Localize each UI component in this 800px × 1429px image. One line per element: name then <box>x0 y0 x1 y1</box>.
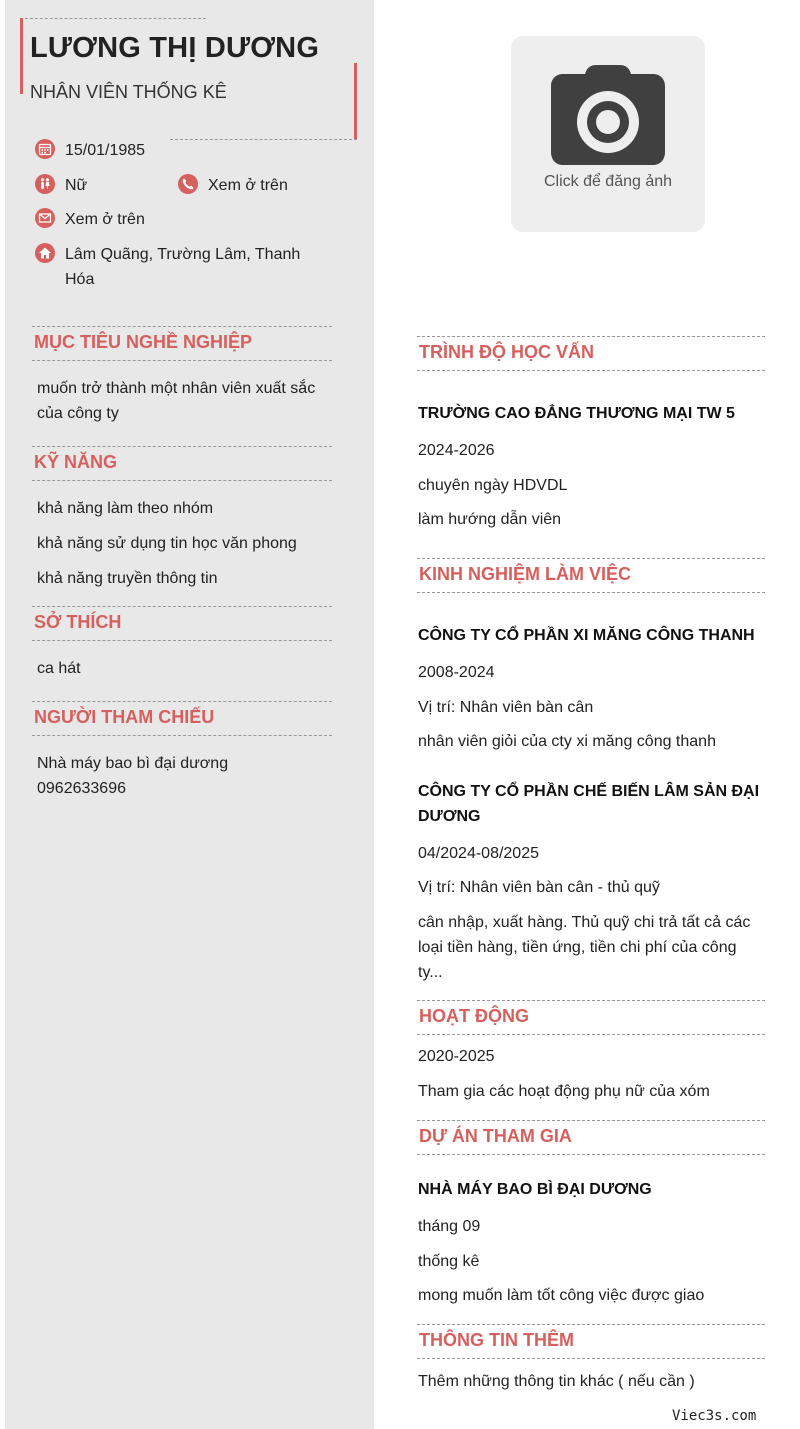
calendar-icon <box>35 139 55 159</box>
project-name[interactable]: NHÀ MÁY BAO BÌ ĐẠI DƯƠNG <box>418 1181 652 1198</box>
section-title: THÔNG TIN THÊM <box>419 1330 574 1350</box>
skill-item[interactable]: khả năng sử dụng tin học văn phong <box>37 535 297 552</box>
phone-value: Xem ở trên <box>208 177 288 194</box>
job-company[interactable]: CÔNG TY CỔ PHẦN CHẾ BIẾN LÂM SẢN ĐẠI DƯƠNG <box>418 783 760 825</box>
objective-heading <box>32 326 332 361</box>
project-role[interactable]: thống kê <box>418 1253 480 1270</box>
contact-address[interactable] <box>35 242 335 292</box>
objective-text[interactable]: muốn trở thành một nhân viên xuất sắc của công ty <box>37 380 316 422</box>
project-period[interactable]: tháng 09 <box>418 1218 481 1235</box>
hobbies-heading <box>32 606 332 641</box>
reference-text[interactable]: Nhà máy bao bì đại dương 0962633696 <box>37 755 229 797</box>
section-title: SỞ THÍCH <box>34 612 122 632</box>
experience-heading <box>417 558 765 593</box>
education-desc[interactable]: làm hướng dẫn viên <box>418 511 562 528</box>
job-desc[interactable]: cân nhập, xuất hàng. Thủ quỹ chi trả tất cả các loại tiền hàng, tiền ứng, tiền chi phí của công ty... <box>418 914 751 981</box>
divider <box>20 18 206 19</box>
school-name[interactable]: TRƯỜNG CAO ĐẲNG THƯƠNG MẠI TW 5 <box>418 405 735 422</box>
full-name[interactable]: LƯƠNG THỊ DƯƠNG <box>30 32 320 64</box>
activity-period[interactable]: 2020-2025 <box>418 1048 495 1065</box>
education-heading <box>417 336 765 371</box>
skill-item[interactable]: khả năng truyền thông tin <box>37 570 218 587</box>
section-title: MỤC TIÊU NGHỀ NGHIỆP <box>34 332 253 352</box>
dob-value: 15/01/1985 <box>65 142 146 159</box>
address-value: Lâm Quãng, Trường Lâm, Thanh Hóa <box>65 246 301 288</box>
section-title: HOẠT ĐỘNG <box>419 1006 529 1026</box>
project-desc[interactable]: mong muốn làm tốt công việc được giao <box>418 1287 705 1304</box>
gender-value: Nữ <box>65 177 88 194</box>
extra-info-heading <box>417 1324 765 1359</box>
education-major[interactable]: chuyên ngày HDVDL <box>418 477 568 494</box>
section-title: KỸ NĂNG <box>34 452 118 472</box>
envelope-icon <box>35 208 55 228</box>
camera-icon <box>549 64 667 168</box>
skill-item[interactable]: khả năng làm theo nhóm <box>37 500 214 517</box>
job-position[interactable]: Vị trí: Nhân viên bàn cân - thủ quỹ <box>418 879 660 896</box>
section-title: NGƯỜI THAM CHIẾU <box>34 707 215 727</box>
extra-info-text[interactable]: Thêm những thông tin khác ( nếu cần ) <box>418 1373 695 1390</box>
section-title: TRÌNH ĐỘ HỌC VẤN <box>419 342 594 362</box>
references-heading <box>32 701 332 736</box>
job-desc[interactable]: nhân viên giỏi của cty xi măng công thanh <box>418 733 716 750</box>
education-period[interactable]: 2024-2026 <box>418 442 495 459</box>
job-period[interactable]: 2008-2024 <box>418 664 495 681</box>
accent-bar <box>354 63 357 139</box>
activity-desc[interactable]: Tham gia các hoạt động phụ nữ của xóm <box>418 1083 710 1100</box>
activities-heading <box>417 1000 765 1035</box>
job-position[interactable]: Vị trí: Nhân viên bàn cân <box>418 699 594 716</box>
contact-email[interactable] <box>35 207 335 232</box>
job-title[interactable]: NHÂN VIÊN THỐNG KÊ <box>30 82 227 102</box>
section-title: KINH NGHIỆM LÀM VIỆC <box>419 564 632 584</box>
job-period[interactable]: 04/2024-08/2025 <box>418 845 539 862</box>
accent-bar <box>20 18 23 94</box>
contact-gender[interactable] <box>35 173 165 198</box>
contact-dob[interactable] <box>35 138 335 163</box>
skills-heading <box>32 446 332 481</box>
projects-heading <box>417 1120 765 1155</box>
hobby-text[interactable]: ca hát <box>37 660 81 677</box>
phone-icon <box>178 174 198 194</box>
home-icon <box>35 243 55 263</box>
name-block <box>20 18 357 140</box>
email-value: Xem ở trên <box>65 211 145 228</box>
job-company[interactable]: CÔNG TY CỔ PHẦN XI MĂNG CÔNG THANH <box>418 627 755 644</box>
section-title: DỰ ÁN THAM GIA <box>419 1126 572 1146</box>
gender-icon <box>35 174 55 194</box>
brand-watermark: Viec3s.com <box>672 1408 757 1424</box>
photo-caption: Click để đăng ảnh <box>543 173 673 190</box>
contact-phone[interactable] <box>178 173 348 198</box>
photo-upload[interactable] <box>511 36 705 232</box>
